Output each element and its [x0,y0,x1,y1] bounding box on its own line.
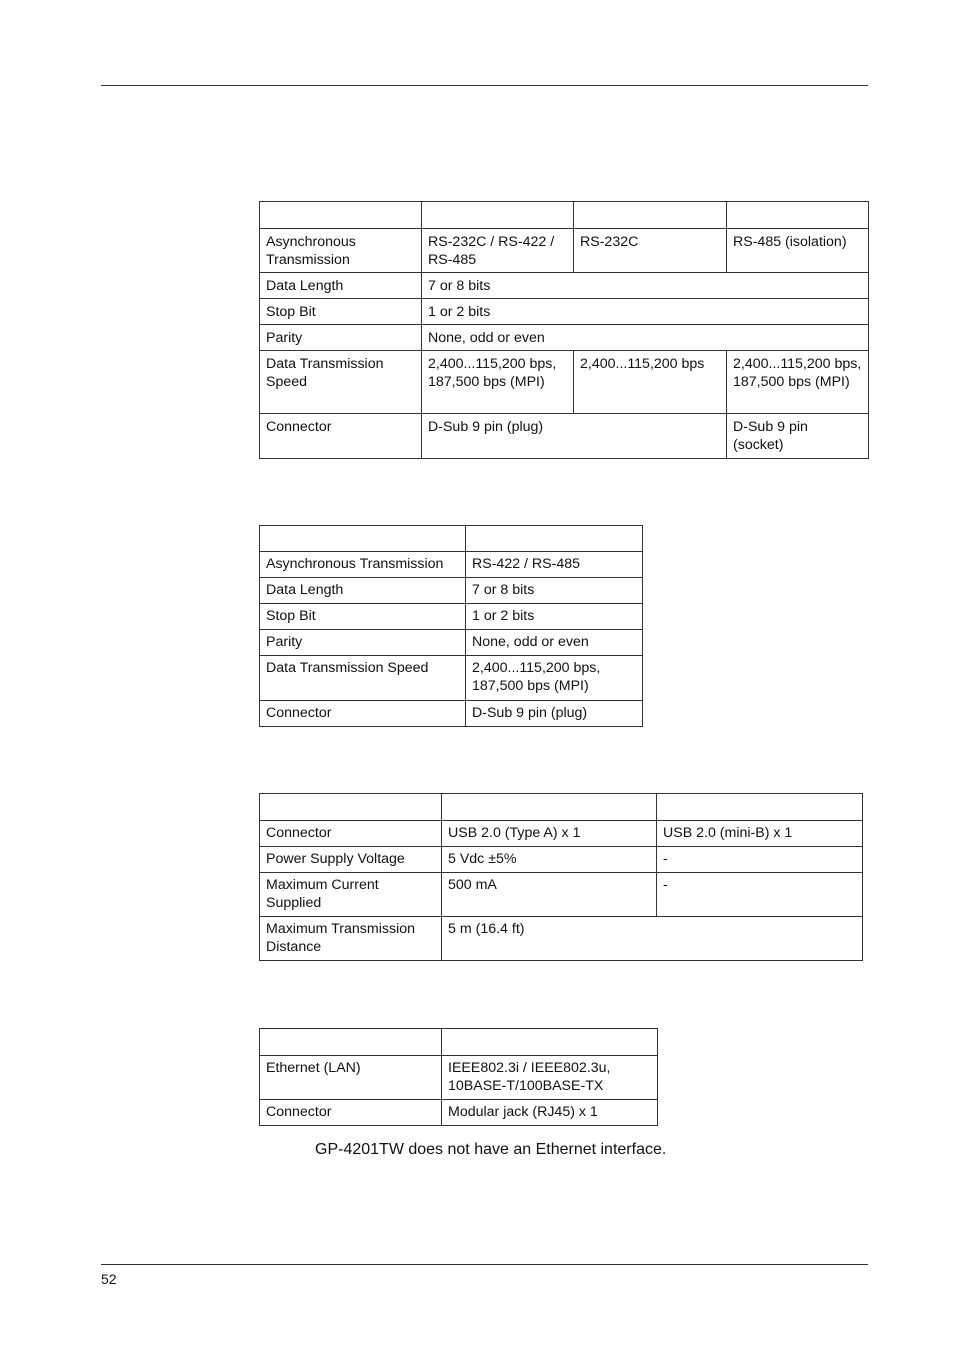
row-label: Parity [260,630,466,656]
usb-interface-table [259,793,863,961]
table-cell: 1 or 2 bits [422,299,869,325]
table-cell: RS-232C [574,229,727,273]
serial-interface-table-2 [259,525,643,727]
table-cell: - [657,847,863,873]
table-row [260,552,643,578]
table-row [260,325,869,351]
table-row [260,821,863,847]
table-cell: None, odd or even [422,325,869,351]
ethernet-note: GP-4201TW does not have an Ethernet interface. [315,1141,667,1158]
row-label: Maximum Current Supplied [260,873,442,917]
table-cell: USB 2.0 (mini-B) x 1 [657,821,863,847]
table-cell: RS-422 / RS-485 [466,552,643,578]
row-label: Ethernet (LAN) [260,1056,442,1100]
table-cell: 7 or 8 bits [422,273,869,299]
row-label: Stop Bit [260,604,466,630]
table-header-row [260,202,869,229]
table-cell: D-Sub 9 pin (plug) [466,701,643,727]
table-row [260,656,643,701]
table-row [260,604,643,630]
serial-interface-table-1 [259,201,869,459]
row-label: Connector [260,1100,442,1126]
table-header-row [260,794,863,821]
table-cell: 2,400...115,200 bps, 187,500 bps (MPI) [727,351,869,414]
row-label: Stop Bit [260,299,422,325]
table-row [260,873,863,917]
table-cell: RS-485 (isolation) [727,229,869,273]
row-label: Data Transmission Speed [260,351,422,414]
table-cell: 2,400...115,200 bps, 187,500 bps (MPI) [466,656,643,701]
table-cell: IEEE802.3i / IEEE802.3u, 10BASE-T/100BASE-TX [442,1056,658,1100]
table-cell: Modular jack (RJ45) x 1 [442,1100,658,1126]
row-label: Maximum Transmission Distance [260,917,442,961]
table-row [260,701,643,727]
row-label: Connector [260,821,442,847]
table-row [260,917,863,961]
table-cell: RS-232C / RS-422 / RS-485 [422,229,574,273]
table-cell: 5 Vdc ±5% [442,847,657,873]
table-cell: 7 or 8 bits [466,578,643,604]
table-cell: 1 or 2 bits [466,604,643,630]
table-cell: D-Sub 9 pin (socket) [727,414,869,459]
row-label: Connector [260,701,466,727]
row-label: Parity [260,325,422,351]
row-label: Data Length [260,273,422,299]
table-row [260,630,643,656]
table-header-row [260,526,643,552]
table-cell: 2,400...115,200 bps, 187,500 bps (MPI) [422,351,574,414]
table-row [260,299,869,325]
table-row [260,578,643,604]
footer-rule [101,1264,868,1265]
table-cell: 5 m (16.4 ft) [442,917,863,961]
table-row [260,414,869,459]
table-header-row [260,1029,658,1056]
ethernet-interface-table [259,1028,658,1126]
table-row [260,1056,658,1100]
row-label: Connector [260,414,422,459]
table-cell: USB 2.0 (Type A) x 1 [442,821,657,847]
row-label: Power Supply Voltage [260,847,442,873]
table-cell: D-Sub 9 pin (plug) [422,414,727,459]
table-cell: None, odd or even [466,630,643,656]
table-cell: - [657,873,863,917]
table-row [260,1100,658,1126]
row-label: Asynchronous Transmission [260,229,422,273]
row-label: Data Transmission Speed [260,656,466,701]
page-number: 52 [101,1271,117,1287]
table-row [260,351,869,414]
header-rule [101,85,868,86]
table-row [260,273,869,299]
table-row [260,229,869,273]
table-row [260,847,863,873]
row-label: Asynchronous Transmission [260,552,466,578]
row-label: Data Length [260,578,466,604]
table-cell: 500 mA [442,873,657,917]
table-cell: 2,400...115,200 bps [574,351,727,414]
